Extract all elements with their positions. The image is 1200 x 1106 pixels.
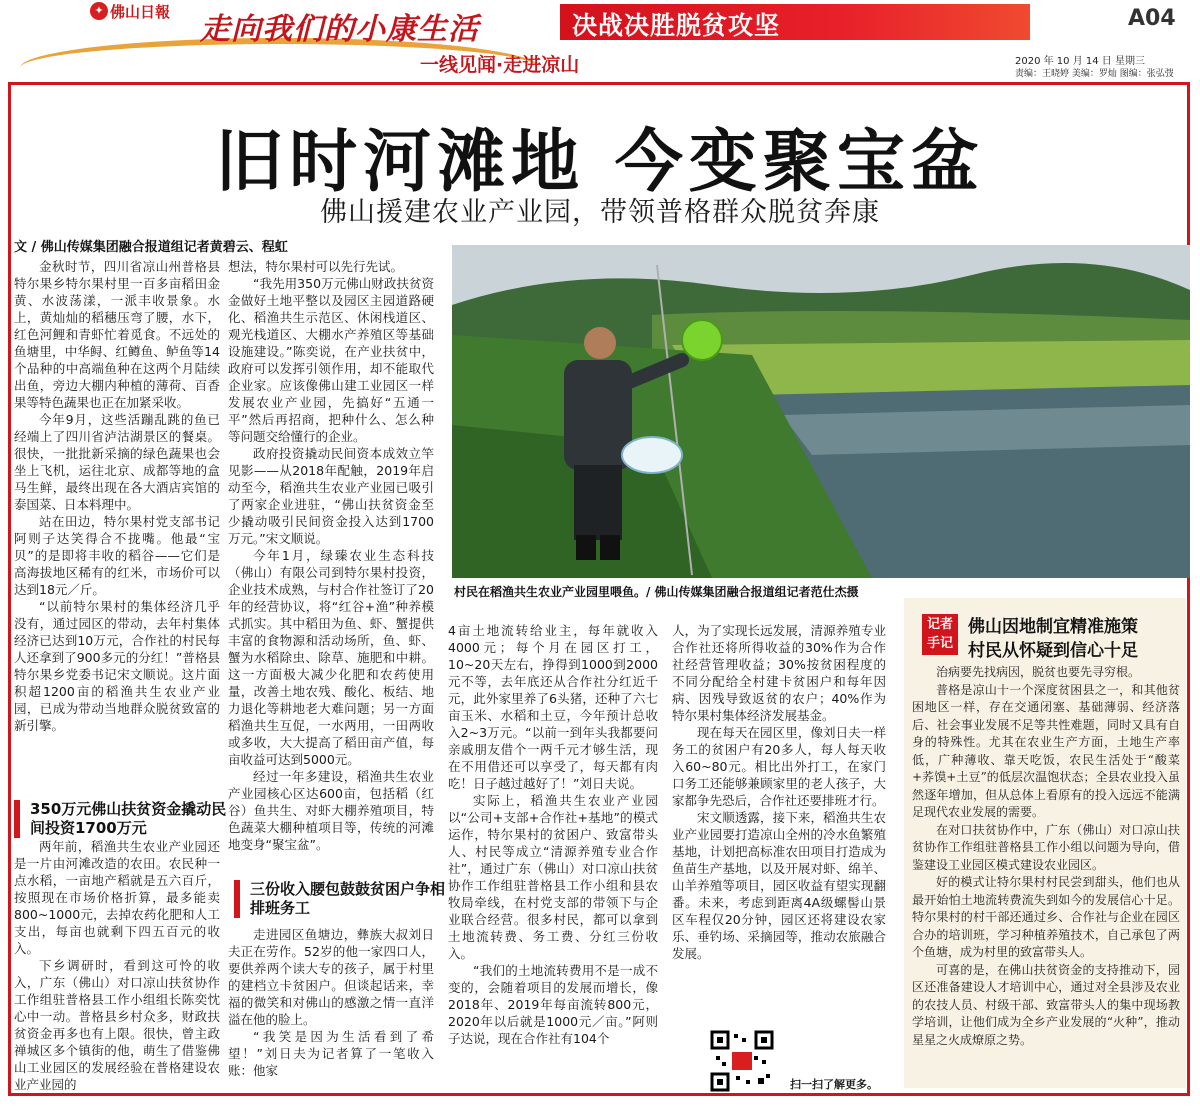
paragraph: 经过一年多建设，稻渔共生农业产业园核心区达600亩，包括稻（红谷）鱼共生、对虾大棚养殖项目，特色蔬菜大棚种植项目等，传统的河滩地变身“聚宝盆”。 — [228, 769, 434, 852]
headline: 旧时河滩地 今变聚宝盆 — [215, 123, 985, 202]
paragraph: 今年1月，绿臻农业生态科技（佛山）有限公司到特尔果村投资，企业技术成熟，与村合作社签订了20年的经营协议，将“红谷+渔”种养模式抓实。其中稻田为鱼、虾、蟹提供丰富的食物源和活动场所，鱼、虾、蟹为水稻除虫、除草、施肥和中耕。这一方面极大减少化肥和农药使用量，改善土地农残、酸化、板结、地力退化等耕地老大难问题；另一方面稻渔共生互促，一水两用，一田两收或多收，大大提高了稻田亩产值，每亩收益可达到5000元。 — [228, 548, 434, 767]
reporter-note-tag — [922, 614, 958, 655]
paragraph: 想法，特尔果村可以先行先试。 — [228, 259, 404, 274]
paragraph: 今年9月，这些活蹦乱跳的鱼已经端上了四川省泸沽湖景区的餐桌。很快，一批批新采摘的绿色蔬果也会坐上飞机，运往北京、成都等地的盒马生鲜，最终出现在各大酒店宾馆的泰国菜、日本料理中。 — [14, 412, 220, 512]
editor-credits: 责编：王晓婷 美编：罗灿 图编：张弘弢 — [1015, 69, 1174, 79]
series-title: 一线见闻·走进凉山 — [420, 54, 580, 76]
paragraph: 站在田边，特尔果村党支部书记阿则子达笑得合不拢嘴。他最“宝贝”的是即将丰收的稻谷——它们是高海拔地区稀有的红米，市场价可以达到18元／斤。 — [14, 514, 220, 597]
paragraph: “以前特尔果村的集体经济几乎没有，通过园区的带动，去年村集体经济已达到10万元，合作社的村民每人还拿到了900多元的分红！”普格县特尔果乡党委书记宋文顺说。这片面积超1200亩的稻渔共生农业产业园，已成为带动当地群众脱贫致富的新引擎。 — [14, 599, 220, 733]
article-column-1-continued — [14, 838, 220, 1093]
paragraph: 4亩土地流转给业主，每年就收入4000元；每个月在园区打工，10~20天左右，挣得到1000到2000元不等，去年底还从合作社分红近千元，此外家里养了6头猪，还种了六七亩玉米、水稻和土豆，今年预计总收入2~3万元。“以前一到年头我都要问亲戚朋友借个一两千元才够生活，现在不用借还可以享受了，每天都有肉吃！日子越过越好了！”刘日夫说。 — [448, 623, 658, 791]
reporter-note-body — [912, 664, 1180, 1049]
masthead — [0, 0, 1200, 80]
page-number: A04 — [1128, 6, 1176, 31]
section-subhead-1: 350万元佛山扶贫资金撬动民间投资1700万元 — [14, 800, 230, 838]
paragraph: 可喜的是，在佛山扶贫资金的支持推动下，园区还准备建设人才培训中心，通过对全县涉及农业的农技人员、村级干部、致富带头人的集中现场教学培训，让他们成为全乡产业发展的“火种”，推动星星之火成燎原之势。 — [912, 962, 1180, 1047]
paragraph: “我笑是因为生活看到了希望！”刘日夫为记者算了一笔收入账：他家 — [228, 1029, 434, 1078]
article-column-3 — [448, 622, 658, 1047]
paragraph: 两年前，稻渔共生农业产业园还是一片由河滩改造的农田。农民种一点水稻，一亩地产稻就是五六百斤，按照现在市场价格折算，最多能卖800~1000元，去掉农药化肥和人工支出，每亩也就剩下四五百元的收入。 — [14, 839, 220, 956]
paragraph: 下乡调研时，看到这可怜的收入，广东（佛山）对口凉山扶贫协作工作组驻普格县工作小组组长陈奕忱心中一动。普格县乡村众多，财政扶贫资金再多也有上限。很快，曾主政禅城区多个镇街的他，萌生了借鉴佛山工业园区的发展经验在普格建设农业产业园的 — [14, 958, 220, 1092]
paragraph: 金秋时节，四川省凉山州普格县特尔果乡特尔果村里一百多亩稻田金黄、水波荡漾，一派丰收景象。水上，黄灿灿的稻穗压弯了腰，水下，红色河鲤和青虾忙着觅食。不远处的鱼塘里，中华鲟、红鳟鱼、鲈鱼等14个品种的中高端鱼种在这两个月陆续出鱼，旁边大棚内种植的薄荷、百香果等特色蔬果也正在加紧采收。 — [14, 259, 220, 410]
article-column-1 — [14, 258, 220, 734]
paragraph: 现在每天在园区里，像刘日夫一样务工的贫困户有20多人，每人每天收入60~80元。相比出外打工，在家门口务工还能够兼顾家里的老人孩子，大家都争先恐后，合作社还要排班才行。 — [672, 725, 886, 808]
reporter-note-title-line-1: 佛山因地制宜精准施策 — [968, 617, 1138, 637]
farmer-feeding-fish-illustration — [452, 245, 1190, 578]
paragraph: “我们的土地流转费用不是一成不变的，会随着项目的发展而增长，像2018年、2019年每亩流转800元，2020年以后就是1000元／亩。”阿则子达说，现在合作社有104个 — [448, 963, 658, 1046]
tag-line: 记者 — [926, 617, 953, 632]
newspaper-logo-icon: ✦ — [90, 2, 108, 20]
article-column-2 — [228, 258, 434, 853]
qr-caption: 扫一扫了解更多。 — [790, 1078, 878, 1091]
tag-line: 手记 — [926, 636, 953, 651]
paragraph: 普格是凉山十一个深度贫困县之一，和其他贫困地区一样，存在交通闭塞、基础薄弱、经济落后、社会事业发展不足等共性难题，同时又具有自身的特殊性。尤其在农业生产方面，土地生产率低，广种薄收、靠天吃饭，农民生活处于“酸菜+荞馍+土豆”的低层次温饱状态；全县农业投入虽然逐年增加，但从总体上看原有的投入远远不能满足现代农业发展的需要。 — [912, 682, 1180, 819]
paragraph: 好的模式让特尔果村村民尝到甜头，他们也从最开始怕土地流转费流失到如今的发展信心十足。特尔果村的村干部还通过乡、合作社与企业在园区合办的培训班，学习种植养殖技术，自己承包了两个鱼塘，成为村里的致富带头人。 — [912, 875, 1180, 959]
byline: 文 / 佛山传媒集团融合报道组记者黄碧云、程虹 — [14, 240, 288, 255]
paragraph: 在对口扶贫协作中，广东（佛山）对口凉山扶贫协作工作组驻普格县工作小组以问题为导向，借鉴建设工业园区模式建设农业园区。 — [912, 822, 1180, 872]
banner-title: 走向我们的小康生活 — [200, 12, 479, 47]
photo-caption: 村民在稻渔共生农业产业园里喂鱼。/ 佛山传媒集团融合报道组记者范仕杰摄 — [454, 585, 859, 599]
news-photo — [452, 245, 1190, 578]
paragraph: 宋文顺透露，接下来，稻渔共生农业产业园要打造凉山全州的冷水鱼繁殖基地，计划把高标准农田项目打造成为鱼苗生产基地，以及开展对虾、绵羊、山羊养殖等项目，园区收益有望实现翻番。未来，考虑到距离4A级螺髻山景区车程仅20分钟，园区还将建设农家乐、垂钓场、采摘园等，推动农旅融合发展。 — [672, 810, 886, 961]
paragraph: 人，为了实现长远发展，清源养殖专业合作社还将所得收益的30%作为合作社经营管理收益；30%按贫困程度的不同分配给全村建卡贫困户和每年因病、因残导致返贫的农户；40%作为特尔果村集体经济发展基金。 — [672, 623, 886, 723]
paragraph: 走进园区鱼塘边，彝族大叔刘日夫正在劳作。52岁的他一家四口人，要供养两个读大专的孩子，属于村里的建档立卡贫困户。但谈起话来，幸福的微笑和对佛山的感激之情一直洋溢在他的脸上。 — [228, 927, 434, 1027]
reporter-note-title-line-2: 村民从怀疑到信心十足 — [968, 641, 1138, 661]
issue-date: 2020 年 10 月 14 日 星期三 — [1015, 56, 1145, 67]
section-subhead-2: 三份收入腰包鼓鼓贫困户争相排班务工 — [234, 880, 450, 918]
qr-code-icon[interactable] — [710, 1030, 774, 1092]
newspaper-name: 佛山日報 — [110, 3, 171, 21]
article-column-2-continued — [228, 926, 434, 1079]
subheadline: 佛山援建农业产业园，带领普格群众脱贫奔康 — [320, 197, 880, 228]
paragraph: “我先用350万元佛山财政扶贫资金做好土地平整以及园区主园道路硬化、稻渔共生示范区、休闲栈道区、观光栈道区、大棚水产养殖区等基础设施建设。”陈奕说，在产业扶贫中，政府可以发挥引领作用，却不能取代企业家。应该像佛山建工业园区一样发展农业产业园，先搞好“五通一平”然后再招商，把种什么、怎么种等问题交给懂行的企业。 — [228, 276, 434, 444]
paragraph: 治病要先找病因，脱贫也要先寻穷根。 — [936, 665, 1141, 679]
banner-subtitle: 决战决胜脱贫攻坚 — [572, 11, 781, 40]
paragraph: 实际上，稻渔共生农业产业园以“公司+支部+合作社+基地”的模式运作，特尔果村的贫困户、致富带头人、村民等成立“清源养殖专业合作社”，通过广东（佛山）对口凉山扶贫协作工作组驻普格县工作小组和县农牧局牵线，在村党支部的带领下与企业联合经营。很多村民，都可以拿到土地流转费、务工费、分红三份收入。 — [448, 793, 658, 961]
article-column-4 — [672, 622, 886, 962]
paragraph: 政府投资撬动民间资本成效立竿见影——从2018年配触，2019年启动至今，稻渔共生农业产业园已吸引了两家企业进驻，“佛山扶贫资金至少撬动吸引民间资金投入达到1700万元。”宋文顺说。 — [228, 446, 434, 546]
